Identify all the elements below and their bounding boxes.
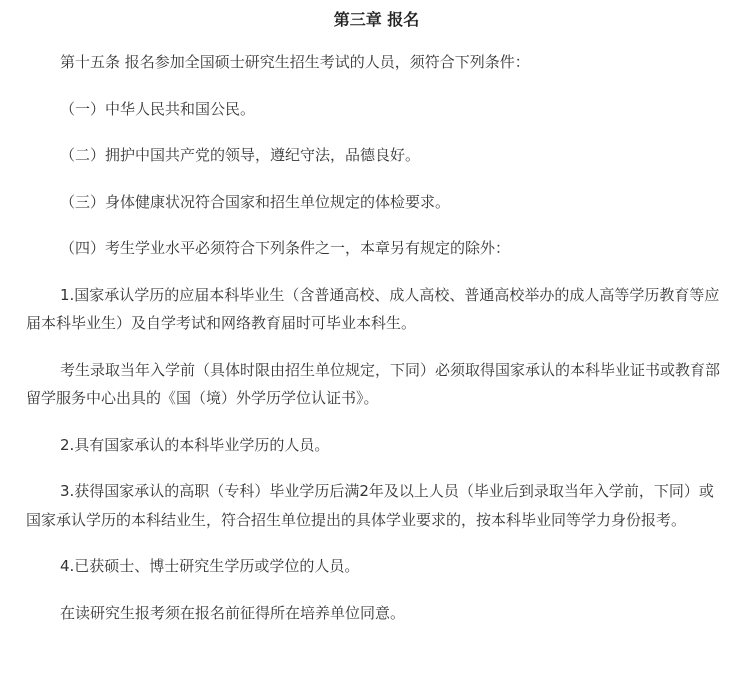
- paragraph-gap: [26, 338, 727, 356]
- paragraph-gap: [26, 413, 727, 431]
- paragraph-gap: [26, 170, 727, 188]
- academic-requirement-1: 1.国家承认学历的应届本科毕业生（含普通高校、成人高校、普通高校举办的成人高等学历教育等应届本科毕业生）及自学考试和网络教育届时可毕业本科生。: [26, 285, 720, 332]
- article-15-intro: 第十五条 报名参加全国硕士研究生招生考试的人员，须符合下列条件：: [60, 53, 530, 71]
- paragraph-gap: [26, 581, 727, 599]
- paragraph-gap: [26, 534, 727, 552]
- condition-3: （三）身体健康状况符合国家和招生单位规定的体检要求。: [60, 192, 451, 211]
- condition-4: （四）考生学业水平必须符合下列条件之一，本章另有规定的除外：: [60, 239, 511, 257]
- academic-requirement-4: 4.已获硕士、博士研究生学历或学位的人员。: [60, 557, 360, 575]
- paragraph-gap: [26, 263, 727, 281]
- academic-requirement-2: 2.具有国家承认的本科毕业学历的人员。: [60, 435, 330, 454]
- chapter-title: 第三章 报名: [333, 10, 420, 29]
- paragraph-gap: [26, 459, 727, 477]
- condition-2: （二）拥护中国共产党的领导，遵纪守法，品德良好。: [60, 146, 421, 164]
- academic-requirement-1-note: 考生录取当年入学前（具体时限由招生单位规定，下同）必须取得国家承认的本科毕业证书或教育部留学服务中心出具的《国（境）外学历学位认证书》。: [26, 360, 721, 407]
- academic-requirement-3: 3.获得国家承认的高职（专科）毕业学历后满2年及以上人员（毕业后到录取当年入学前，下同）或国家承认学历的本科结业生，符合招生单位提出的具体学业要求的，按本科毕业同等学力身份报考。: [26, 482, 714, 529]
- condition-1: （一）中华人民共和国公民。: [60, 99, 256, 118]
- in-school-student-note: 在读研究生报考须在报名前征得所在培养单位同意。: [60, 603, 406, 622]
- paragraph-gap: [26, 216, 727, 234]
- paragraph-gap: [26, 123, 727, 141]
- paragraph-gap: [26, 77, 727, 95]
